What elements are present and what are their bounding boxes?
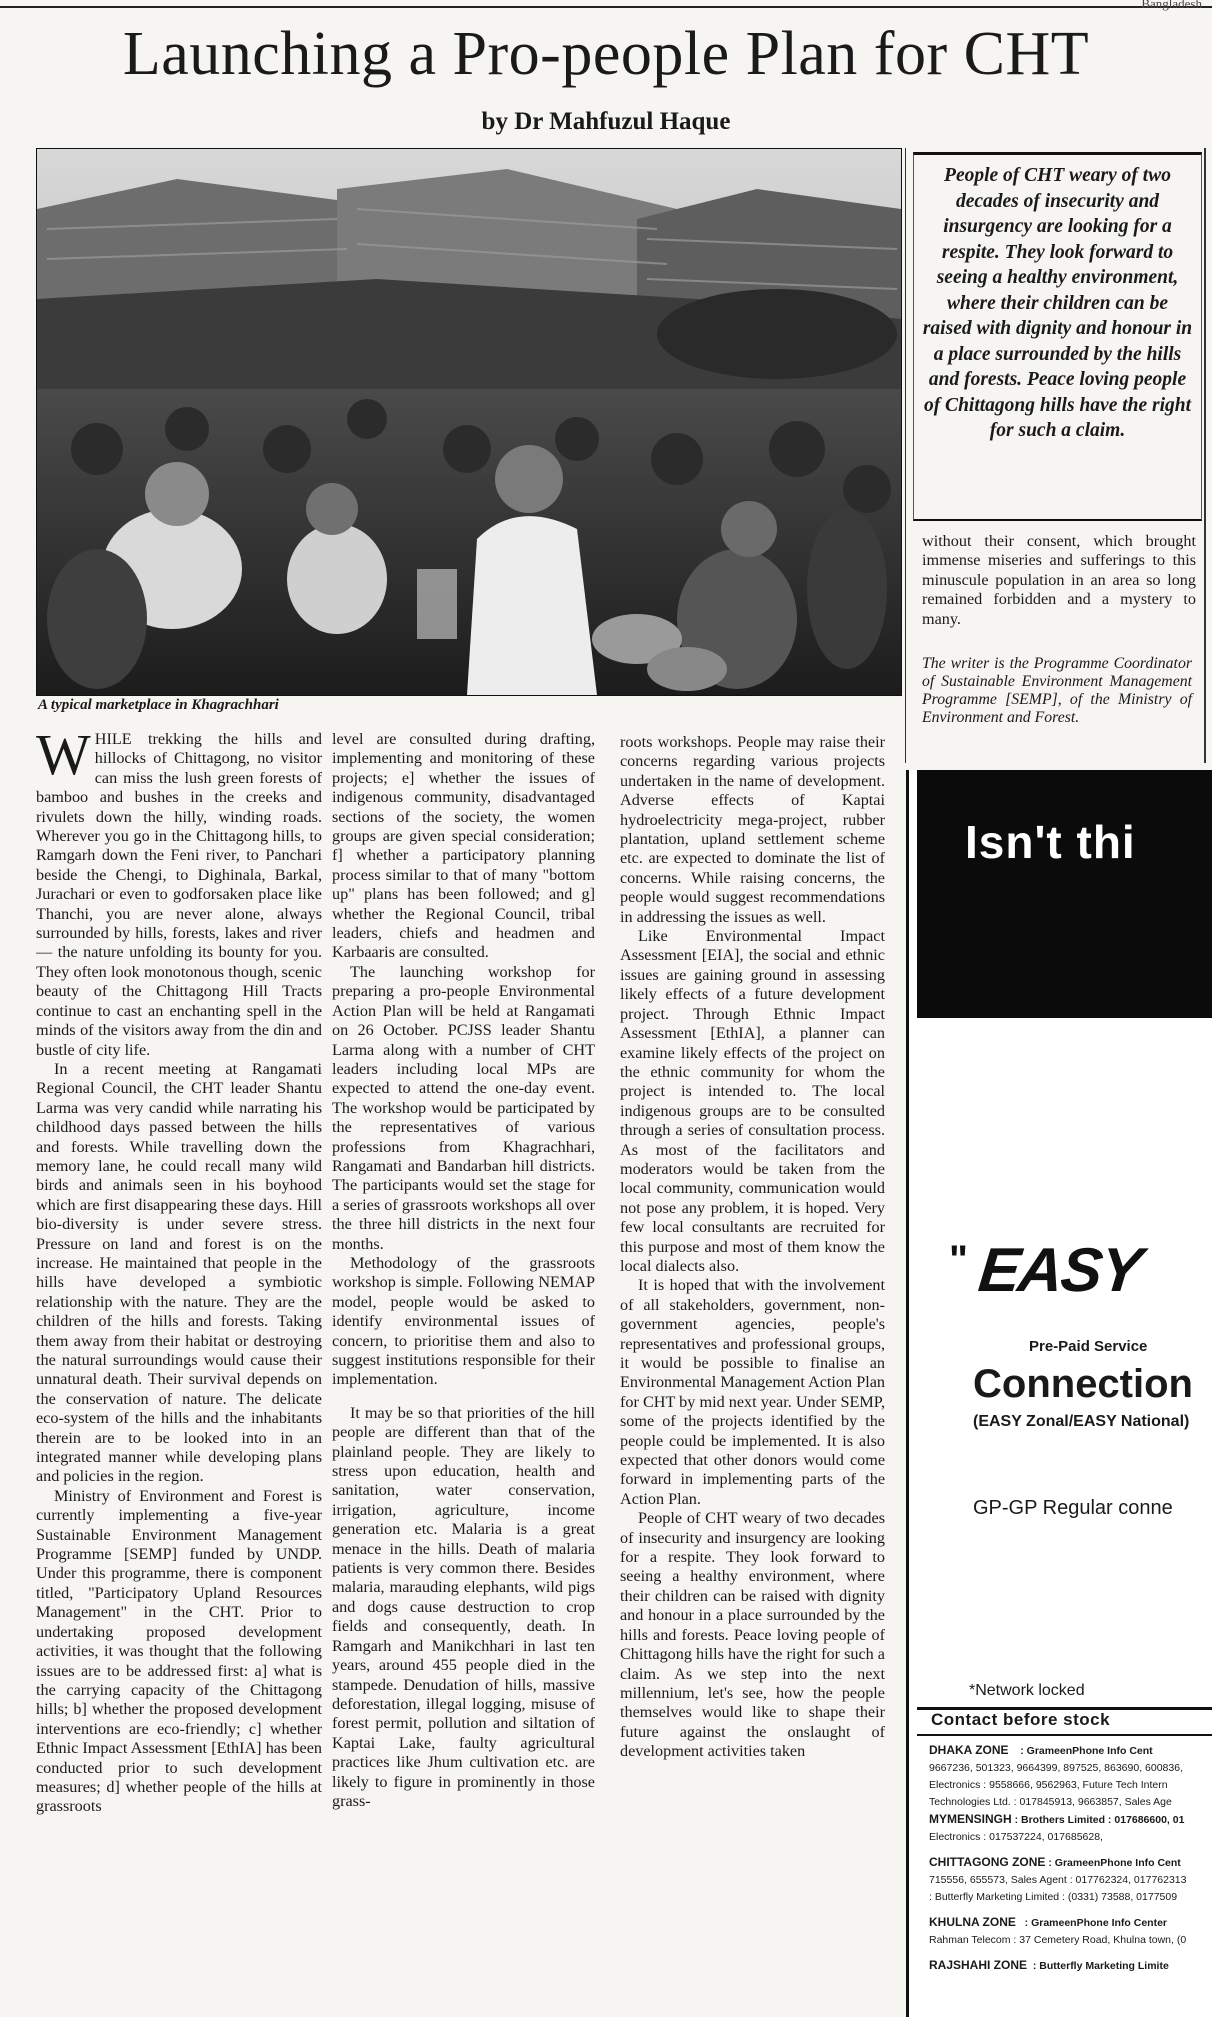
zone-line: Electronics : 9558666, 9562963, Future Tech Intern [929,1779,1168,1791]
ad-logo-marks: " [949,1238,968,1282]
photo-caption: A typical marketplace in Khagrachhari [38,697,279,713]
paragraph: Ministry of Environment and Forest is currently implementing a five-year Sustainable Environment Management Programme [SEMP] funded by UNDP. Under this programme, there is component titled, "Participatory Upland Resources Management" in the CHT. Prior to undertaking proposed development activities, it was thought that the following issues are to be addressed first: a] what is the carrying capacity of the Chittagong hills; b] whether the proposed development interventions are eco-friendly; c] whether Ethnic Impact Assessment [EthIA] has been conducted prior to such development measures; d] whether people of the hills at grassroots [36,1486,322,1816]
zone-khulna: KHULNA ZONE : GrameenPhone Info Center [929,1915,1168,1929]
paragraph: WHILE trekking the hills and hillocks of Chittagong, no visitor can miss the lush green forests of bamboo and bushes in the creeks and rivulets down the hilly, winding roads. Wherever you go in the Chittagong hills, to Ramgarh down the Feni river, to Panchari beside the Chengi, to Dighinala, Barkal, Jurachari or even to godforsaken place like Thanchi, you are never alone, always surrounded by hills, forests, lakes and river — the nature unfolding its bounty for you. They often look monotonous though, scenic beauty of the Chittagong Hill Tracts continue to cast an enchanting spell in the minds of the visitors away from the din and bustle of city life. [36,730,322,1059]
paragraph: Like Environmental Impact Assessment [EIA], the social and ethnic issues are gaining ground in assessing likely effects of a future development project. Through Ethnic Impact Assessment [EthIA], a planner can examine likely effects of the project on the ethnic community for whom the project is intended to. The local indigenous groups are to be consulted through a series of consultation process. As most of the facilitators and moderators would be taken from the local community, communication would not pose any problem, it is hoped. Very few local consultants are recruited for this purpose and most of them know the local dialects also. [620,927,885,1275]
zone-dhaka: DHAKA ZONE : GrameenPhone Info Cent [929,1743,1153,1757]
writer-note: The writer is the Programme Coordinator of Sustainable Environment Management Programme [SEMP], of the Ministry of Environment and Forest. [922,655,1192,726]
ad-gp-line: GP-GP Regular conne [973,1497,1173,1519]
paragraph: It is hoped that with the involvement of all stakeholders, government, non-government agencies, people's representatives and professional groups, it would be possible to finalise an Environmental Management Action Plan for CHT by mid next year. Under SEMP, some of the projects identified by the people could be implemented. It is also expected that other donors would come forward in implementing parts of the Action Plan. [620,1276,885,1508]
ad-zone-list [929,1742,1212,1975]
zone-line: 715556, 655573, Sales Agent : 017762324, 017762313 [929,1874,1187,1886]
zone-line: : Butterfly Marketing Limited : (0331) 73588, 0177509 [929,1891,1178,1903]
paragraph: The launching workshop for preparing a pro-people Environmental Action Plan will be held at Rangamati on 26 October. PCJSS leader Shantu Larma along with a number of CHT leaders including local MPs are expected to attend the one-day event. The workshop would be participated by the representatives of various professions from Khagrachhari, Rangamati and Bandarban hill districts. The participants would set the stage for a series of grassroots workshops all over the three hill districts in the next four months. [332,962,595,1253]
article-headline: Launching a Pro-people Plan for CHT [122,20,1090,88]
zone-line: Electronics : 017537224, 017685628, [929,1831,1103,1843]
zone-mymensingh: MYMENSINGH : Brothers Limited : 017686600, 01 [929,1812,1185,1826]
pull-quote: People of CHT weary of two decades of insecurity and insurgency are looking for a respite. They look forward to seeing a healthy environment, where their children can be raised with dignity and honour in a place surrounded by the hills and forests. Peace loving people of Chittagong hills have the right for such a claim. [913,152,1202,521]
ad-footnote: *Network locked [969,1682,1085,1699]
ad-contact-heading: Contact before stock [931,1710,1111,1729]
paragraph: People of CHT weary of two decades of insecurity and insurgency are looking for a respite. They look forward to seeing a healthy environment, where their children can be raised with dignity and honour in a place surrounded by the hills and forests. Peace loving people of Chittagong hills have the right for such a claim. As we step into the next millennium, let's see, how the people themselves would like to shape their future against the onslaught of development activities taken [620,1509,885,1761]
ad-headline: Isn't thi [965,816,1136,868]
ad-connection-subtitle: (EASY Zonal/EASY National) [973,1413,1190,1430]
article-byline: by Dr Mahfuzul Haque [481,108,731,135]
column-rule [1204,148,1206,763]
easy-logo: EASY [975,1236,1144,1305]
zone-chittagong: CHITTAGONG ZONE : GrameenPhone Info Cent [929,1855,1181,1869]
zone-line: Technologies Ltd. : 017845913, 9663857, Sales Age [929,1796,1172,1808]
article-column-3 [620,733,885,2013]
zone-rajshahi: RAJSHAHI ZONE : Butterfly Marketing Limite [929,1958,1169,1972]
paragraph: without their consent, which brought immense miseries and sufferings to this minuscule population in an area so long remained forbidden and a mystery to many. [922,532,1196,628]
page-header-strip: Bangladesh [1141,0,1202,11]
advertisement [906,770,1212,2017]
zone-line: 9667236, 501323, 9664399, 897525, 863690, 600836, [929,1762,1183,1774]
column-rule [905,148,906,763]
drop-cap: W [36,730,91,787]
ad-divider [917,1734,1212,1736]
paragraph: level are consulted during drafting, implementing and monitoring of these projects; e] whether the issues of indigenous community, disadvantaged sections of the society, the women groups are given special consideration; f] whether a participatory planning process similar to that of many "bottom up" plans has been followed; and g] whether the Regional Council, tribal leaders, chiefs and headmen and Karbaaris are consulted. [332,730,595,962]
article-column-1 [36,730,322,2010]
ad-banner [917,770,1212,1018]
marketplace-photo [36,148,902,696]
zone-line: Rahman Telecom : 37 Cemetery Road, Khulna town, (0 [929,1934,1187,1946]
ad-service-label: Pre-Paid Service [1029,1338,1148,1355]
article-column-2 [332,730,595,2010]
paragraph: roots workshops. People may raise their concerns regarding various projects undertaken in the name of development. Adverse effects of Kaptai hydroelectricity mega-project, rubber plantation, upland settlement scheme etc. are expected to dominate the list of concerns. While raising concerns, the people would suggest recommendations in addressing the issues as well. [620,733,885,926]
ad-connection-title: Connection [973,1362,1193,1406]
paragraph: It may be so that priorities of the hill people are different than that of the plainland people. They are likely to stress upon education, health and sanitation, water conservation, irrigation, agriculture, income generation etc. Malaria is a great menace in the hills. Death of malaria patients is very common there. Besides malaria, marauding elephants, wild pigs and dogs cause destruction to crop fields and consequently, death. In Ramgarh and Manikchhari in last ten years, around 455 people died in the stampede. Denudation of hills, massive deforestation, illegal logging, misuse of forest permit, pollution and siltation of Kaptai Lake, faulty agricultural practices like Jhum cultivation etc. are likely to figure in prominently in those grass- [332,1403,595,1810]
top-rule [0,6,1212,8]
paragraph: In a recent meeting at Rangamati Regional Council, the CHT leader Shantu Larma was very candid while narrating his childhood days passed between the hills and forests. While travelling down the memory lane, he could recall many wild birds and animals seen in his boyhood which are first disappearing these days. Hill bio-diversity is under severe stress. Pressure on land and forest is on the increase. He maintained that people in the hills have developed a symbiotic relationship with the nature. They are the children of the hills and forests. Taking them away from their habitat or destroying the natural surroundings would cause their unnatural death. Their survival depends on the conservation of nature. The delicate eco-system of the hills and the inhabitants therein are to be looked into in an integrated manner while developing plans and policies in the region. [36,1059,322,1486]
article-column-4 [922,532,1196,629]
paragraph: Methodology of the grassroots workshop is simple. Following NEMAP model, people would be asked to identify environmental issues of concern, to prioritise them and also to suggest institutions responsible for their implementation. [332,1253,595,1389]
